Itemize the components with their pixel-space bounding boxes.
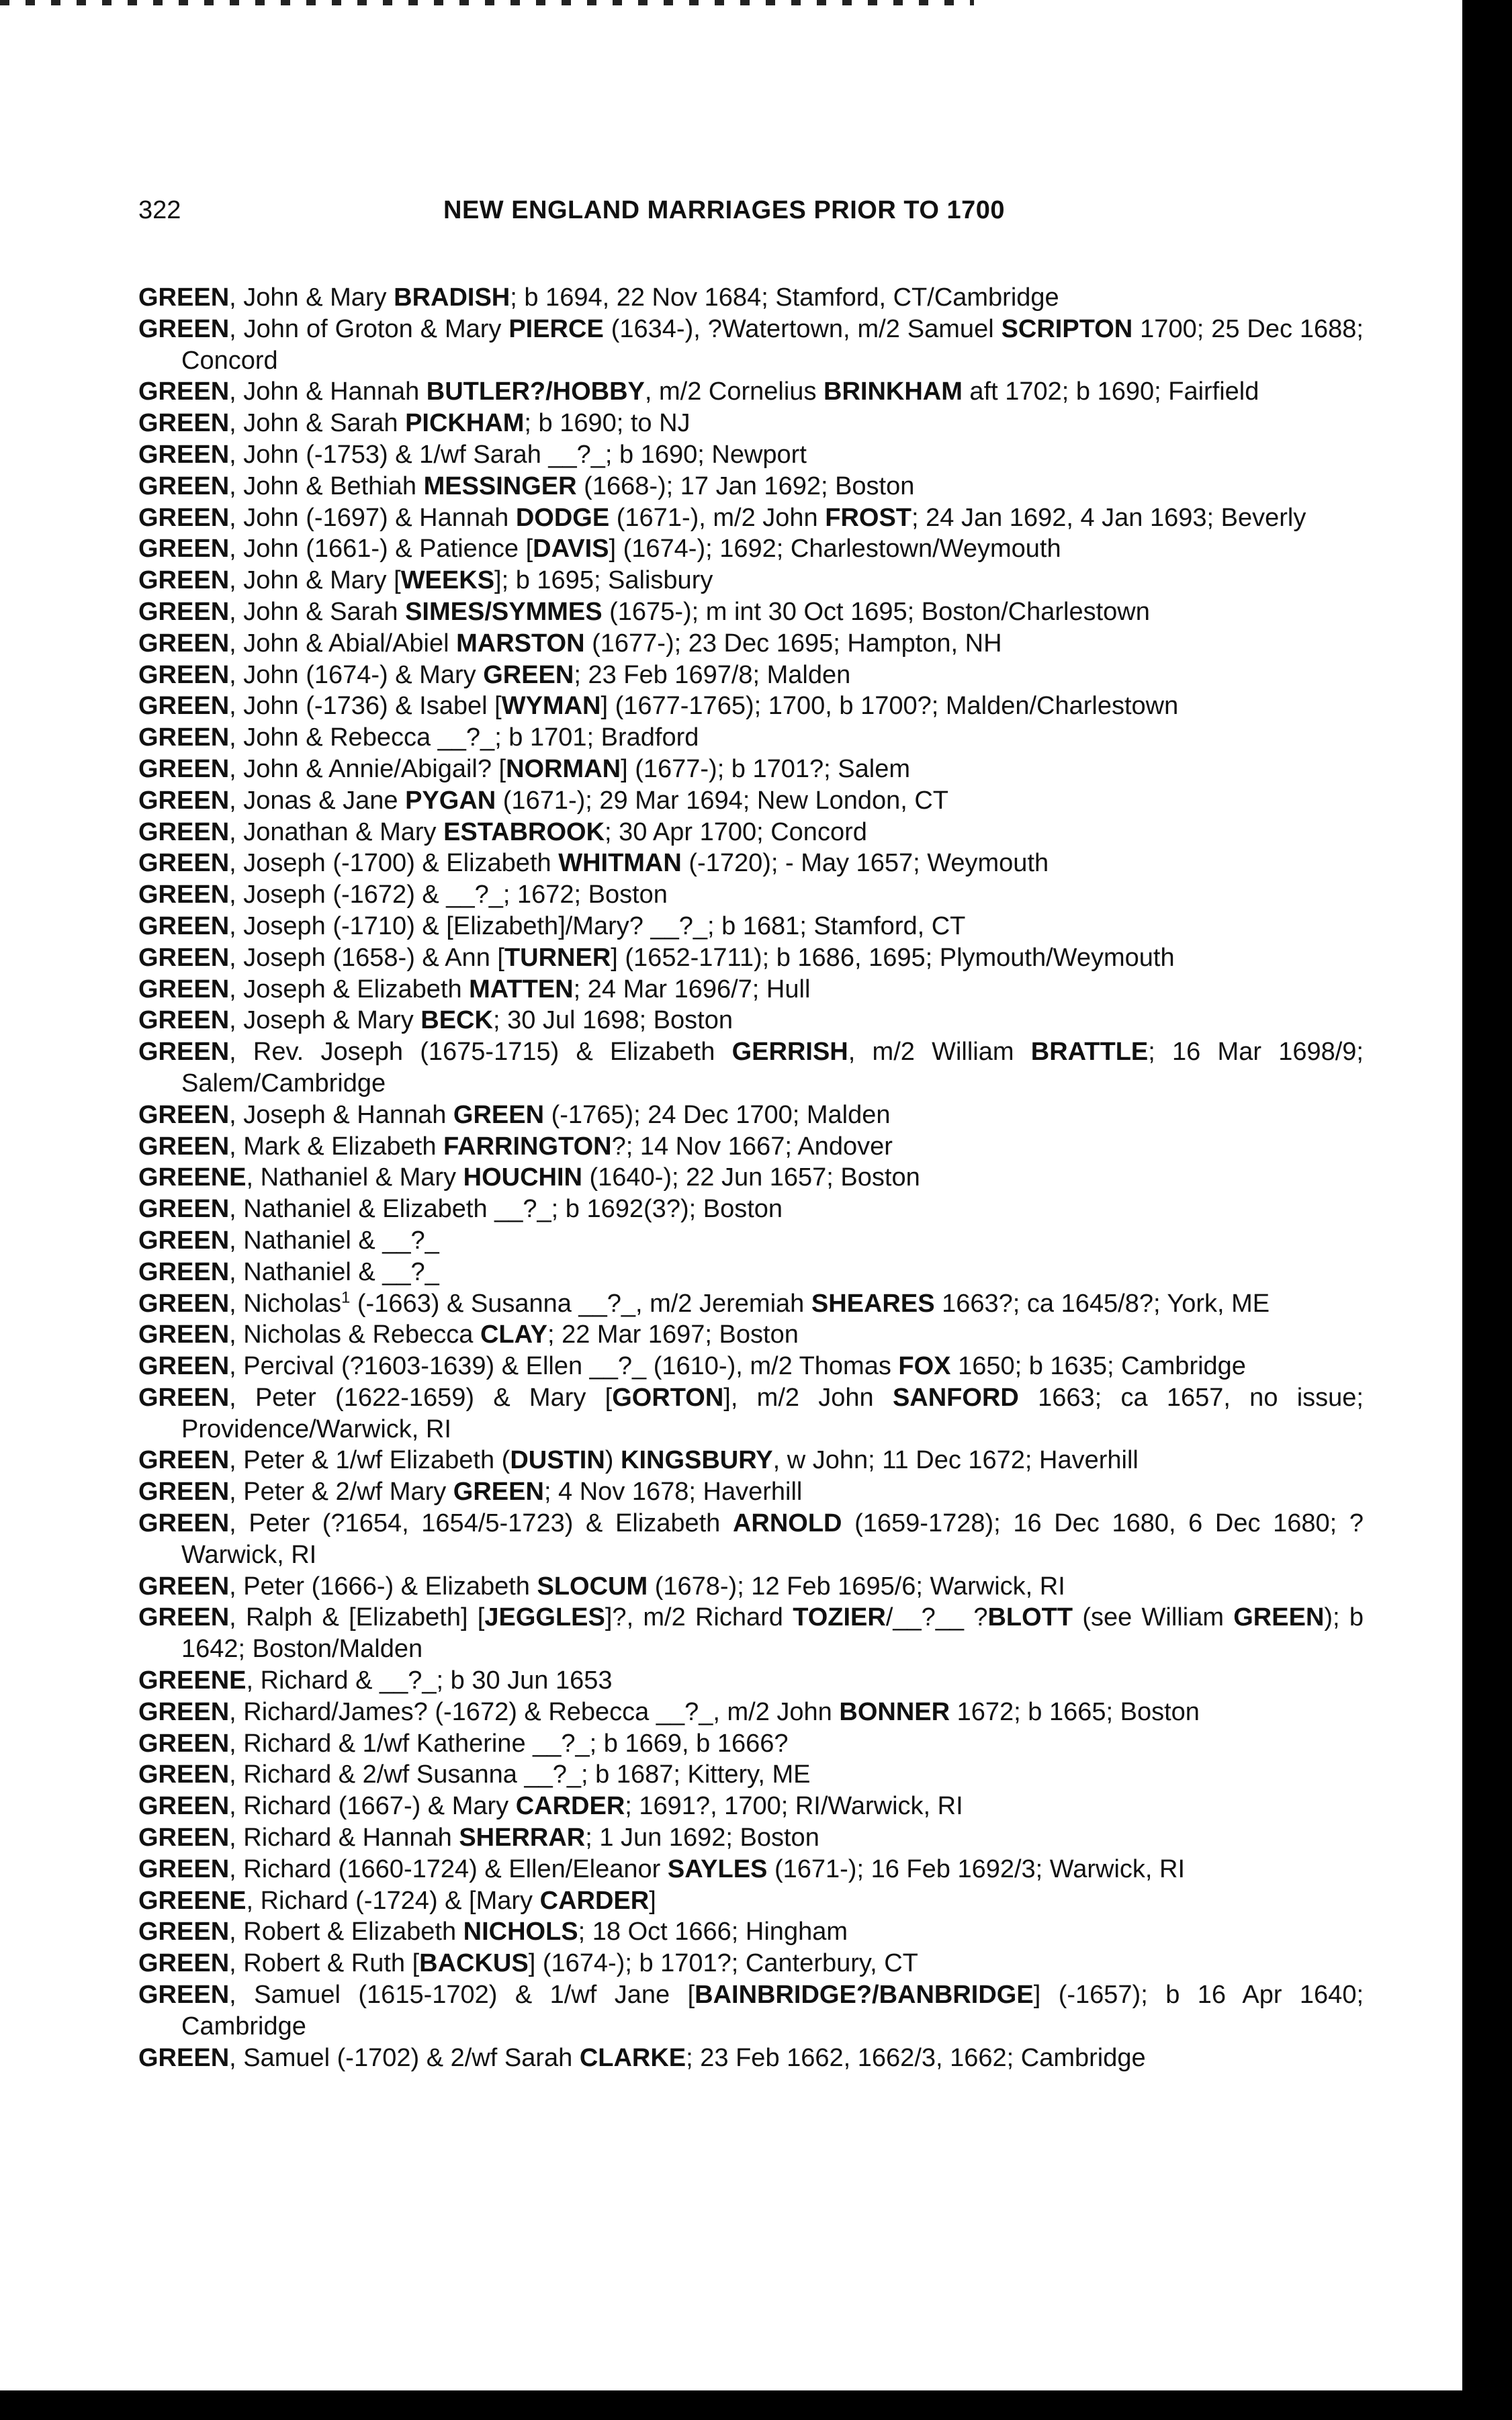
entry-text: 1663; ca 1657, no issue; Providence/Warwick, RI (181, 1383, 1364, 1443)
entry-surname: GREEN (138, 754, 230, 783)
entry-text: (1678-); 12 Feb 1695/6; Warwick, RI (648, 1572, 1065, 1601)
marriage-entry (138, 628, 1364, 660)
entry-text: , m/2 William (848, 1038, 1031, 1067)
entry-surname: GREEN (138, 1572, 230, 1601)
marriage-entry (138, 817, 1364, 848)
entry-surname: TOZIER (793, 1603, 886, 1632)
marriage-entry (138, 942, 1364, 974)
entry-text: , Richard & 1/wf Katherine __?_; b 1669, b 1666? (229, 1729, 789, 1758)
entry-text: , John & Rebecca __?_; b 1701; Bradford (229, 723, 699, 752)
entry-surname: CARDER (539, 1886, 650, 1915)
entry-text: , Nathaniel & __?_ (229, 1257, 439, 1286)
entry-text: (1671-); 29 Mar 1694; New London, CT (496, 786, 949, 815)
entry-text: , John & Abial/Abiel (229, 629, 457, 658)
entry-text: , Richard & Hannah (229, 1824, 459, 1852)
entry-surname: MESSINGER (423, 472, 577, 500)
entry-text: ; b 1690; to NJ (524, 409, 691, 438)
entry-footnote-marker: 1 (341, 1288, 351, 1306)
entry-surname: GREEN (138, 409, 230, 438)
entry-surname: GREEN (138, 1257, 230, 1286)
entry-text: ); b 1642; Boston/Malden (181, 1603, 1364, 1664)
entry-text: , Joseph & Mary (229, 1006, 421, 1035)
entry-text: ; 1691?, 1700; RI/Warwick, RI (625, 1792, 963, 1821)
entry-surname: BECK (420, 1006, 493, 1035)
marriage-entry (138, 1288, 1364, 1320)
marriage-entry (138, 1382, 1364, 1445)
entry-text: 1650; b 1635; Cambridge (950, 1352, 1246, 1381)
entry-text: , Joseph (-1700) & Elizabeth (229, 849, 559, 878)
marriage-entry (138, 1791, 1364, 1822)
entry-text: ] (1652-1711); b 1686, 1695; Plymouth/Weymouth (611, 943, 1175, 972)
entry-surname: GREEN (483, 660, 574, 689)
entry-text: , John (1674-) & Mary (229, 660, 484, 689)
marriage-entry (138, 1319, 1364, 1351)
marriage-entry (138, 1822, 1364, 1854)
entry-text: ]; b 1695; Salisbury (494, 566, 713, 595)
entry-surname: SHERRAR (459, 1824, 586, 1852)
entry-text: , Nicholas (229, 1289, 341, 1318)
entry-surname: GREEN (138, 472, 230, 500)
entry-surname: GREEN (138, 1792, 230, 1821)
marriage-entry (138, 1445, 1364, 1476)
entry-text: , John (1661-) & Patience [ (229, 535, 533, 564)
entry-surname: GREEN (138, 1038, 230, 1067)
entry-surname: FROST (825, 503, 912, 532)
entry-surname: GREEN (138, 1383, 230, 1412)
marriage-entry (138, 660, 1364, 691)
entry-surname: CLAY (480, 1320, 547, 1349)
entry-text: ], m/2 John (723, 1383, 893, 1412)
entry-surname: FARRINGTON (443, 1132, 612, 1161)
entry-surname: GREEN (138, 1226, 230, 1255)
marriage-entry (138, 282, 1364, 314)
marriage-entry (138, 1194, 1364, 1225)
entry-text: , Richard (1660-1724) & Ellen/Eleanor (229, 1854, 668, 1883)
entry-text: (-1663) & Susanna __?_, m/2 Jeremiah (350, 1289, 811, 1318)
entry-surname: BRATTLE (1030, 1038, 1149, 1067)
marriage-entries-list (138, 282, 1364, 2073)
entry-surname: SANFORD (892, 1383, 1019, 1412)
entry-surname: ESTABROOK (443, 817, 605, 846)
entry-text: , Joseph (-1672) & __?_; 1672; Boston (229, 881, 668, 909)
entry-surname: PYGAN (405, 786, 496, 815)
entry-surname: NICHOLS (463, 1918, 578, 1946)
entry-text: ; 24 Jan 1692, 4 Jan 1693; Beverly (911, 503, 1306, 532)
entry-text: (1677-); 23 Dec 1695; Hampton, NH (584, 629, 1002, 658)
marriage-entry (138, 1885, 1364, 1917)
entry-text: ] (1674-); 1692; Charlestown/Weymouth (609, 535, 1061, 564)
entry-text: 1700; 25 Dec 1688; Concord (181, 314, 1364, 375)
entry-surname: GREEN (138, 723, 230, 752)
entry-surname: GREEN (138, 503, 230, 532)
entry-text: (1634-), ?Watertown, m/2 Samuel (603, 314, 1002, 343)
marriage-entry (138, 1854, 1364, 1885)
entry-text: , Mark & Elizabeth (229, 1132, 444, 1161)
entry-surname: GREEN (138, 1320, 230, 1349)
entry-text: , John & Mary (229, 283, 394, 312)
entry-surname: GREEN (138, 1132, 230, 1161)
entry-text: ] (1677-); b 1701?; Salem (621, 754, 910, 783)
entry-text: , Richard/James? (-1672) & Rebecca __?_, m/2 John (229, 1697, 840, 1726)
marriage-entry (138, 1225, 1364, 1257)
entry-surname: DUSTIN (510, 1446, 605, 1475)
entry-text: , Richard (1667-) & Mary (229, 1792, 516, 1821)
entry-surname: DAVIS (533, 535, 609, 564)
entry-text: ; 23 Feb 1662, 1662/3, 1662; Cambridge (686, 2043, 1146, 2072)
entry-text: , Peter (1666-) & Elizabeth (229, 1572, 537, 1601)
entry-text: , John & Annie/Abigail? [ (229, 754, 506, 783)
marriage-entry (138, 1728, 1364, 1760)
marriage-entry (138, 754, 1364, 785)
entry-text: , Richard (-1724) & [Mary (246, 1886, 540, 1915)
entry-text: (see William (1073, 1603, 1234, 1632)
entry-surname: GREEN (138, 1603, 230, 1632)
entry-text: , John & Sarah (229, 597, 406, 626)
marriage-entry (138, 1476, 1364, 1508)
marriage-entry (138, 471, 1364, 502)
entry-surname: SCRIPTON (1001, 314, 1133, 343)
entry-surname: GREEN (138, 1509, 230, 1538)
entry-surname: GREEN (138, 377, 230, 406)
marriage-entry (138, 879, 1364, 911)
marriage-entry (138, 1257, 1364, 1288)
entry-text: ; 24 Mar 1696/7; Hull (573, 975, 811, 1003)
entry-surname: GREEN (138, 1729, 230, 1758)
entry-surname: GERRISH (731, 1038, 848, 1067)
marriage-entry (138, 502, 1364, 534)
entry-text: , Jonathan & Mary (229, 817, 444, 846)
marriage-entry (138, 974, 1364, 1005)
entry-text: , John & Mary [ (229, 566, 401, 595)
marriage-entry (138, 1665, 1364, 1697)
marriage-entry (138, 722, 1364, 754)
entry-text: , John (-1753) & 1/wf Sarah __?_; b 1690; Newport (229, 440, 807, 469)
entry-surname: PICKHAM (405, 409, 525, 438)
entry-surname: GREENE (138, 1163, 247, 1192)
entry-text: , John & Bethiah (229, 472, 424, 500)
entry-surname: GREEN (138, 535, 230, 564)
page-number: 322 (138, 196, 181, 224)
marriage-entry (138, 1979, 1364, 2043)
entry-text: 1672; b 1665; Boston (950, 1697, 1200, 1726)
marriage-entry (138, 1571, 1364, 1603)
entry-surname: GREEN (138, 1981, 230, 2010)
entry-surname: GREEN (138, 692, 230, 721)
entry-text: , Peter (?1654, 1654/5-1723) & Elizabeth (229, 1509, 733, 1538)
entry-surname: GREEN (138, 1289, 230, 1318)
entry-surname: SHEARES (811, 1289, 935, 1318)
entry-text: ; 30 Jul 1698; Boston (492, 1006, 733, 1035)
entry-text: /__?__ ? (885, 1603, 988, 1632)
entry-surname: GREEN (138, 566, 230, 595)
entry-text: , Jonas & Jane (229, 786, 406, 815)
entry-surname: BRINKHAM (824, 377, 963, 406)
marriage-entry (138, 1162, 1364, 1194)
entry-surname: GREEN (138, 817, 230, 846)
entry-text: (1668-); 17 Jan 1692; Boston (576, 472, 915, 500)
entry-text: , John (-1736) & Isabel [ (229, 692, 502, 721)
marriage-entry (138, 533, 1364, 565)
entry-surname: GREEN (138, 1195, 230, 1224)
entry-text: ]?, m/2 Richard (605, 1603, 793, 1632)
entry-text: , m/2 Cornelius (644, 377, 824, 406)
entry-text: (1659-1728); 16 Dec 1680, 6 Dec 1680; ?Warwick, RI (181, 1509, 1364, 1569)
entry-text: , Robert & Elizabeth (229, 1918, 463, 1946)
entry-text: 1663?; ca 1645/8?; York, ME (934, 1289, 1270, 1318)
entry-surname: TURNER (504, 943, 611, 972)
entry-text: , Peter & 2/wf Mary (229, 1478, 453, 1507)
entry-surname: GREEN (138, 1854, 230, 1883)
entry-text: (1671-), m/2 John (609, 503, 826, 532)
entry-surname: GREEN (453, 1100, 545, 1129)
entry-surname: CLARKE (579, 2043, 686, 2072)
entry-surname: GREEN (138, 881, 230, 909)
marriage-entry (138, 408, 1364, 439)
entry-surname: GREEN (1233, 1603, 1325, 1632)
marriage-entry (138, 596, 1364, 628)
entry-text: , Nathaniel & Mary (246, 1163, 463, 1192)
entry-surname: GREEN (138, 2043, 230, 2072)
marriage-entry (138, 785, 1364, 817)
entry-text: , Peter (1622-1659) & Mary [ (229, 1383, 613, 1412)
entry-surname: GORTON (612, 1383, 724, 1412)
entry-surname: GREEN (138, 1918, 230, 1946)
entry-text: ] (-1657); b 16 Apr 1640; Cambridge (181, 1981, 1364, 2041)
entry-surname: GREEN (138, 1352, 230, 1381)
entry-surname: PIERCE (508, 314, 604, 343)
marriage-entry (138, 2043, 1364, 2074)
entry-surname: SLOCUM (537, 1572, 648, 1601)
entry-surname: HOUCHIN (463, 1163, 582, 1192)
running-title: NEW ENGLAND MARRIAGES PRIOR TO 1700 (443, 196, 1006, 224)
entry-surname: BONNER (839, 1697, 950, 1726)
entry-surname: GREEN (138, 660, 230, 689)
marriage-entry (138, 1759, 1364, 1791)
entry-surname: GREEN (138, 597, 230, 626)
scan-right-border (1462, 0, 1512, 2420)
entry-surname: GREEN (138, 1446, 230, 1475)
entry-surname: BAINBRIDGE?/BANBRIDGE (695, 1981, 1034, 2010)
entry-text: (-1765); 24 Dec 1700; Malden (544, 1100, 891, 1129)
entry-surname: BUTLER?/HOBBY (426, 377, 645, 406)
entry-text: ; 1 Jun 1692; Boston (585, 1824, 819, 1852)
entry-text: , Nathaniel & __?_ (229, 1226, 439, 1255)
entry-text: ; 4 Nov 1678; Haverhill (543, 1478, 803, 1507)
entry-text: (-1720); - May 1657; Weymouth (681, 849, 1049, 878)
entry-text: ; b 1694, 22 Nov 1684; Stamford, CT/Cambridge (510, 283, 1059, 312)
entry-text: , Peter & 1/wf Elizabeth ( (229, 1446, 510, 1475)
marriage-entry (138, 911, 1364, 942)
entry-surname: GREEN (138, 849, 230, 878)
entry-text: , Samuel (1615-1702) & 1/wf Jane [ (229, 1981, 695, 2010)
entry-surname: GREEN (138, 1100, 230, 1129)
entry-surname: MATTEN (469, 975, 574, 1003)
entry-surname: GREEN (138, 1006, 230, 1035)
marriage-entry (138, 1100, 1364, 1131)
entry-text: (1675-); m int 30 Oct 1695; Boston/Charlestown (602, 597, 1150, 626)
entry-surname: CARDER (515, 1792, 625, 1821)
entry-text: ; 30 Apr 1700; Concord (605, 817, 867, 846)
entry-text: , Nicholas & Rebecca (229, 1320, 480, 1349)
marriage-entry (138, 1351, 1364, 1382)
entry-text: , John & Sarah (229, 409, 406, 438)
entry-text: ; 16 Mar 1698/9; Salem/Cambridge (181, 1038, 1364, 1097)
entry-surname: ARNOLD (732, 1509, 842, 1538)
entry-text: , w John; 11 Dec 1672; Haverhill (772, 1446, 1139, 1475)
marriage-entry (138, 1602, 1364, 1665)
entry-surname: GREENE (138, 1666, 247, 1695)
entry-text: , Joseph & Hannah (229, 1100, 453, 1129)
entry-surname: WYMAN (501, 692, 601, 721)
entry-surname: KINGSBURY (621, 1446, 773, 1475)
marriage-entry (138, 1508, 1364, 1571)
entry-surname: GREEN (138, 943, 230, 972)
marriage-entry (138, 314, 1364, 377)
entry-surname: BLOTT (987, 1603, 1073, 1632)
entry-surname: GREEN (138, 1949, 230, 1978)
entry-surname: FOX (898, 1352, 951, 1381)
marriage-entry (138, 439, 1364, 471)
entry-surname: NORMAN (506, 754, 621, 783)
entry-text: , Richard & 2/wf Susanna __?_; b 1687; Kittery, ME (229, 1760, 811, 1789)
entry-surname: GREEN (138, 975, 230, 1003)
entry-text: ; 22 Mar 1697; Boston (547, 1320, 799, 1349)
entry-surname: GREEN (453, 1478, 544, 1507)
marriage-entry (138, 376, 1364, 408)
entry-text: , Joseph & Elizabeth (229, 975, 470, 1003)
marriage-entry (138, 1916, 1364, 1948)
entry-text: (1640-); 22 Jun 1657; Boston (582, 1163, 920, 1192)
marriage-entry (138, 1131, 1364, 1163)
entry-text: , John (-1697) & Hannah (229, 503, 516, 532)
marriage-entry (138, 1697, 1364, 1728)
scan-bottom-border (0, 2390, 1512, 2420)
entry-text: , John of Groton & Mary (229, 314, 509, 343)
entry-text: (1671-); 16 Feb 1692/3; Warwick, RI (767, 1854, 1186, 1883)
scan-top-artifact (0, 0, 974, 5)
entry-surname: SIMES/SYMMES (405, 597, 603, 626)
entry-surname: JEGGLES (484, 1603, 605, 1632)
entry-surname: SAYLES (667, 1854, 768, 1883)
entry-text: , Joseph (-1710) & [Elizabeth]/Mary? __?_; b 1681; Stamford, CT (229, 911, 966, 940)
entry-surname: GREEN (138, 629, 230, 658)
entry-surname: WHITMAN (558, 849, 682, 878)
marriage-entry (138, 848, 1364, 879)
entry-surname: GREEN (138, 911, 230, 940)
entry-surname: BRADISH (394, 283, 510, 312)
entry-text: ; 18 Oct 1666; Hingham (578, 1918, 848, 1946)
entry-text: aft 1702; b 1690; Fairfield (962, 377, 1259, 406)
entry-text: ] (1677-1765); 1700, b 1700?; Malden/Charlestown (601, 692, 1179, 721)
entry-text: ) (605, 1446, 621, 1475)
entry-text: , Nathaniel & Elizabeth __?_; b 1692(3?); Boston (229, 1195, 783, 1224)
entry-text: , Joseph (1658-) & Ann [ (229, 943, 504, 972)
entry-text: , Richard & __?_; b 30 Jun 1653 (246, 1666, 613, 1695)
entry-surname: MARSTON (456, 629, 585, 658)
marriage-entry (138, 1948, 1364, 1979)
entry-text: ] (1674-); b 1701?; Canterbury, CT (528, 1949, 918, 1978)
entry-text: ?; 14 Nov 1667; Andover (611, 1132, 893, 1161)
entry-text: ; 23 Feb 1697/8; Malden (574, 660, 851, 689)
marriage-entry (138, 565, 1364, 596)
entry-text: , John & Hannah (229, 377, 427, 406)
entry-surname: GREEN (138, 1760, 230, 1789)
marriage-entry (138, 690, 1364, 722)
entry-surname: DODGE (515, 503, 610, 532)
entry-surname: WEEKS (400, 566, 495, 595)
entry-surname: GREEN (138, 786, 230, 815)
entry-surname: GREEN (138, 1824, 230, 1852)
entry-surname: GREENE (138, 1886, 247, 1915)
entry-text: ] (649, 1886, 656, 1915)
entry-text: , Percival (?1603-1639) & Ellen __?_ (1610-), m/2 Thomas (229, 1352, 899, 1381)
entry-surname: GREEN (138, 314, 230, 343)
entry-surname: GREEN (138, 1697, 230, 1726)
marriage-entry (138, 1005, 1364, 1036)
entry-text: , Robert & Ruth [ (229, 1949, 420, 1978)
marriage-entry (138, 1036, 1364, 1100)
entry-surname: GREEN (138, 440, 230, 469)
entry-text: , Rev. Joseph (1675-1715) & Elizabeth (229, 1038, 732, 1067)
entry-surname: GREEN (138, 283, 230, 312)
entry-text: , Ralph & [Elizabeth] [ (229, 1603, 485, 1632)
entry-surname: BACKUS (419, 1949, 529, 1978)
entry-surname: GREEN (138, 1478, 230, 1507)
entry-text: , Samuel (-1702) & 2/wf Sarah (229, 2043, 580, 2072)
